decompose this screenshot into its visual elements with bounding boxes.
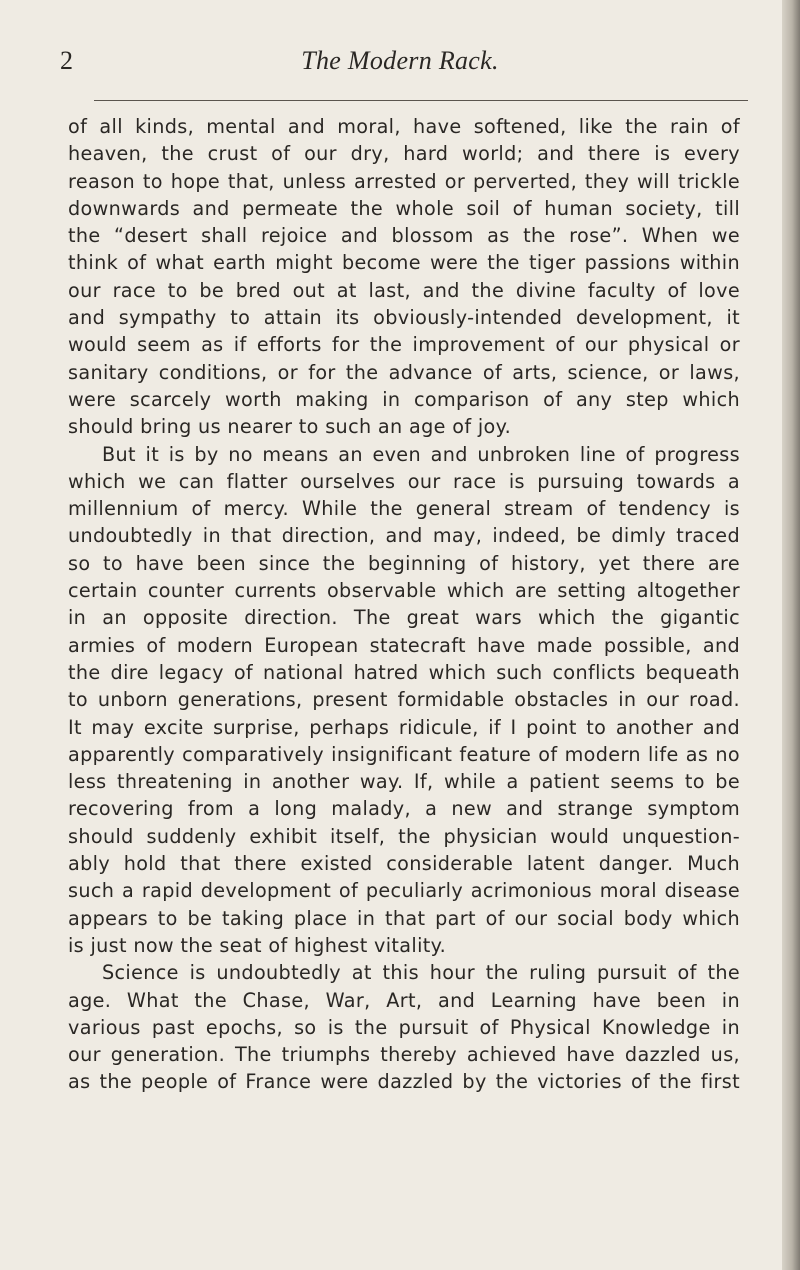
text-line: should suddenly exhibit itself, the physician would unquestion-	[68, 824, 740, 848]
text-line: is just now the seat of highest vitality.	[68, 933, 447, 957]
text-line: and sympathy to attain its obviously-intended development, it	[68, 306, 740, 330]
paragraph-3	[68, 959, 740, 1095]
text-line: millennium of mercy. While the general stream of tendency is	[68, 497, 740, 521]
text-line: to unborn generations, present formidable obstacles in our road.	[68, 688, 740, 712]
text-line: various past epochs, so is the pursuit of Physical Knowledge in	[68, 1015, 740, 1039]
text-line: which we can flatter ourselves our race is pursuing towards a	[68, 469, 740, 493]
text-line: recovering from a long malady, a new and strange symptom	[68, 797, 740, 821]
text-line: appears to be taking place in that part of our social body which	[68, 906, 740, 930]
running-head: The Modern Rack.	[301, 46, 499, 75]
text-line: such a rapid development of peculiarly acrimonious moral disease	[68, 879, 740, 903]
text-line: certain counter currents observable which are setting altogether	[68, 579, 740, 603]
text-line: think of what earth might become were the tiger passions within	[68, 251, 740, 275]
paragraph-2	[68, 441, 740, 960]
header-rule	[94, 100, 748, 101]
text-line: would seem as if efforts for the improvement of our physical or	[68, 333, 740, 357]
text-line: as the people of France were dazzled by the victories of the first	[68, 1070, 740, 1094]
text-line: were scarcely worth making in comparison of any step which	[68, 387, 740, 411]
text-line: reason to hope that, unless arrested or perverted, they will trickle	[68, 169, 740, 193]
text-line: But it is by no means an even and unbroken line of progress	[102, 442, 740, 466]
text-line: It may excite surprise, perhaps ridicule, if I point to another and	[68, 715, 740, 739]
text-line: heaven, the crust of our dry, hard world; and there is every	[68, 142, 740, 166]
body-text	[68, 113, 740, 1096]
text-line: should bring us nearer to such an age of joy.	[68, 415, 512, 439]
text-line: the dire legacy of national hatred which such conflicts bequeath	[68, 660, 740, 684]
text-line: armies of modern European statecraft have made possible, and	[68, 633, 740, 657]
page-edge-shadow	[782, 0, 800, 1270]
text-line: in an opposite direction. The great wars which the gigantic	[68, 606, 740, 630]
text-line: downwards and permeate the whole soil of human society, till	[68, 196, 740, 220]
text-line: apparently comparatively insignificant feature of modern life as no	[68, 742, 740, 766]
text-line: age. What the Chase, War, Art, and Learning have been in	[68, 988, 740, 1012]
text-line: sanitary conditions, or for the advance of arts, science, or laws,	[68, 360, 740, 384]
page-number: 2	[60, 46, 74, 75]
paragraph-1	[68, 113, 740, 441]
text-line: less threatening in another way. If, while a patient seems to be	[68, 770, 740, 794]
text-line: of all kinds, mental and moral, have softened, like the rain of	[68, 115, 740, 138]
text-line: Science is undoubtedly at this hour the ruling pursuit of the	[102, 961, 740, 985]
text-line: our generation. The triumphs thereby achieved have dazzled us,	[68, 1043, 740, 1067]
text-line: undoubtedly in that direction, and may, indeed, be dimly traced	[68, 524, 740, 548]
text-line: ably hold that there existed considerable latent danger. Much	[68, 852, 740, 876]
text-line: our race to be bred out at last, and the divine faculty of love	[68, 278, 740, 302]
text-line: the “desert shall rejoice and blossom as the rose”. When we	[68, 224, 740, 248]
text-line: so to have been since the beginning of history, yet there are	[68, 551, 740, 575]
